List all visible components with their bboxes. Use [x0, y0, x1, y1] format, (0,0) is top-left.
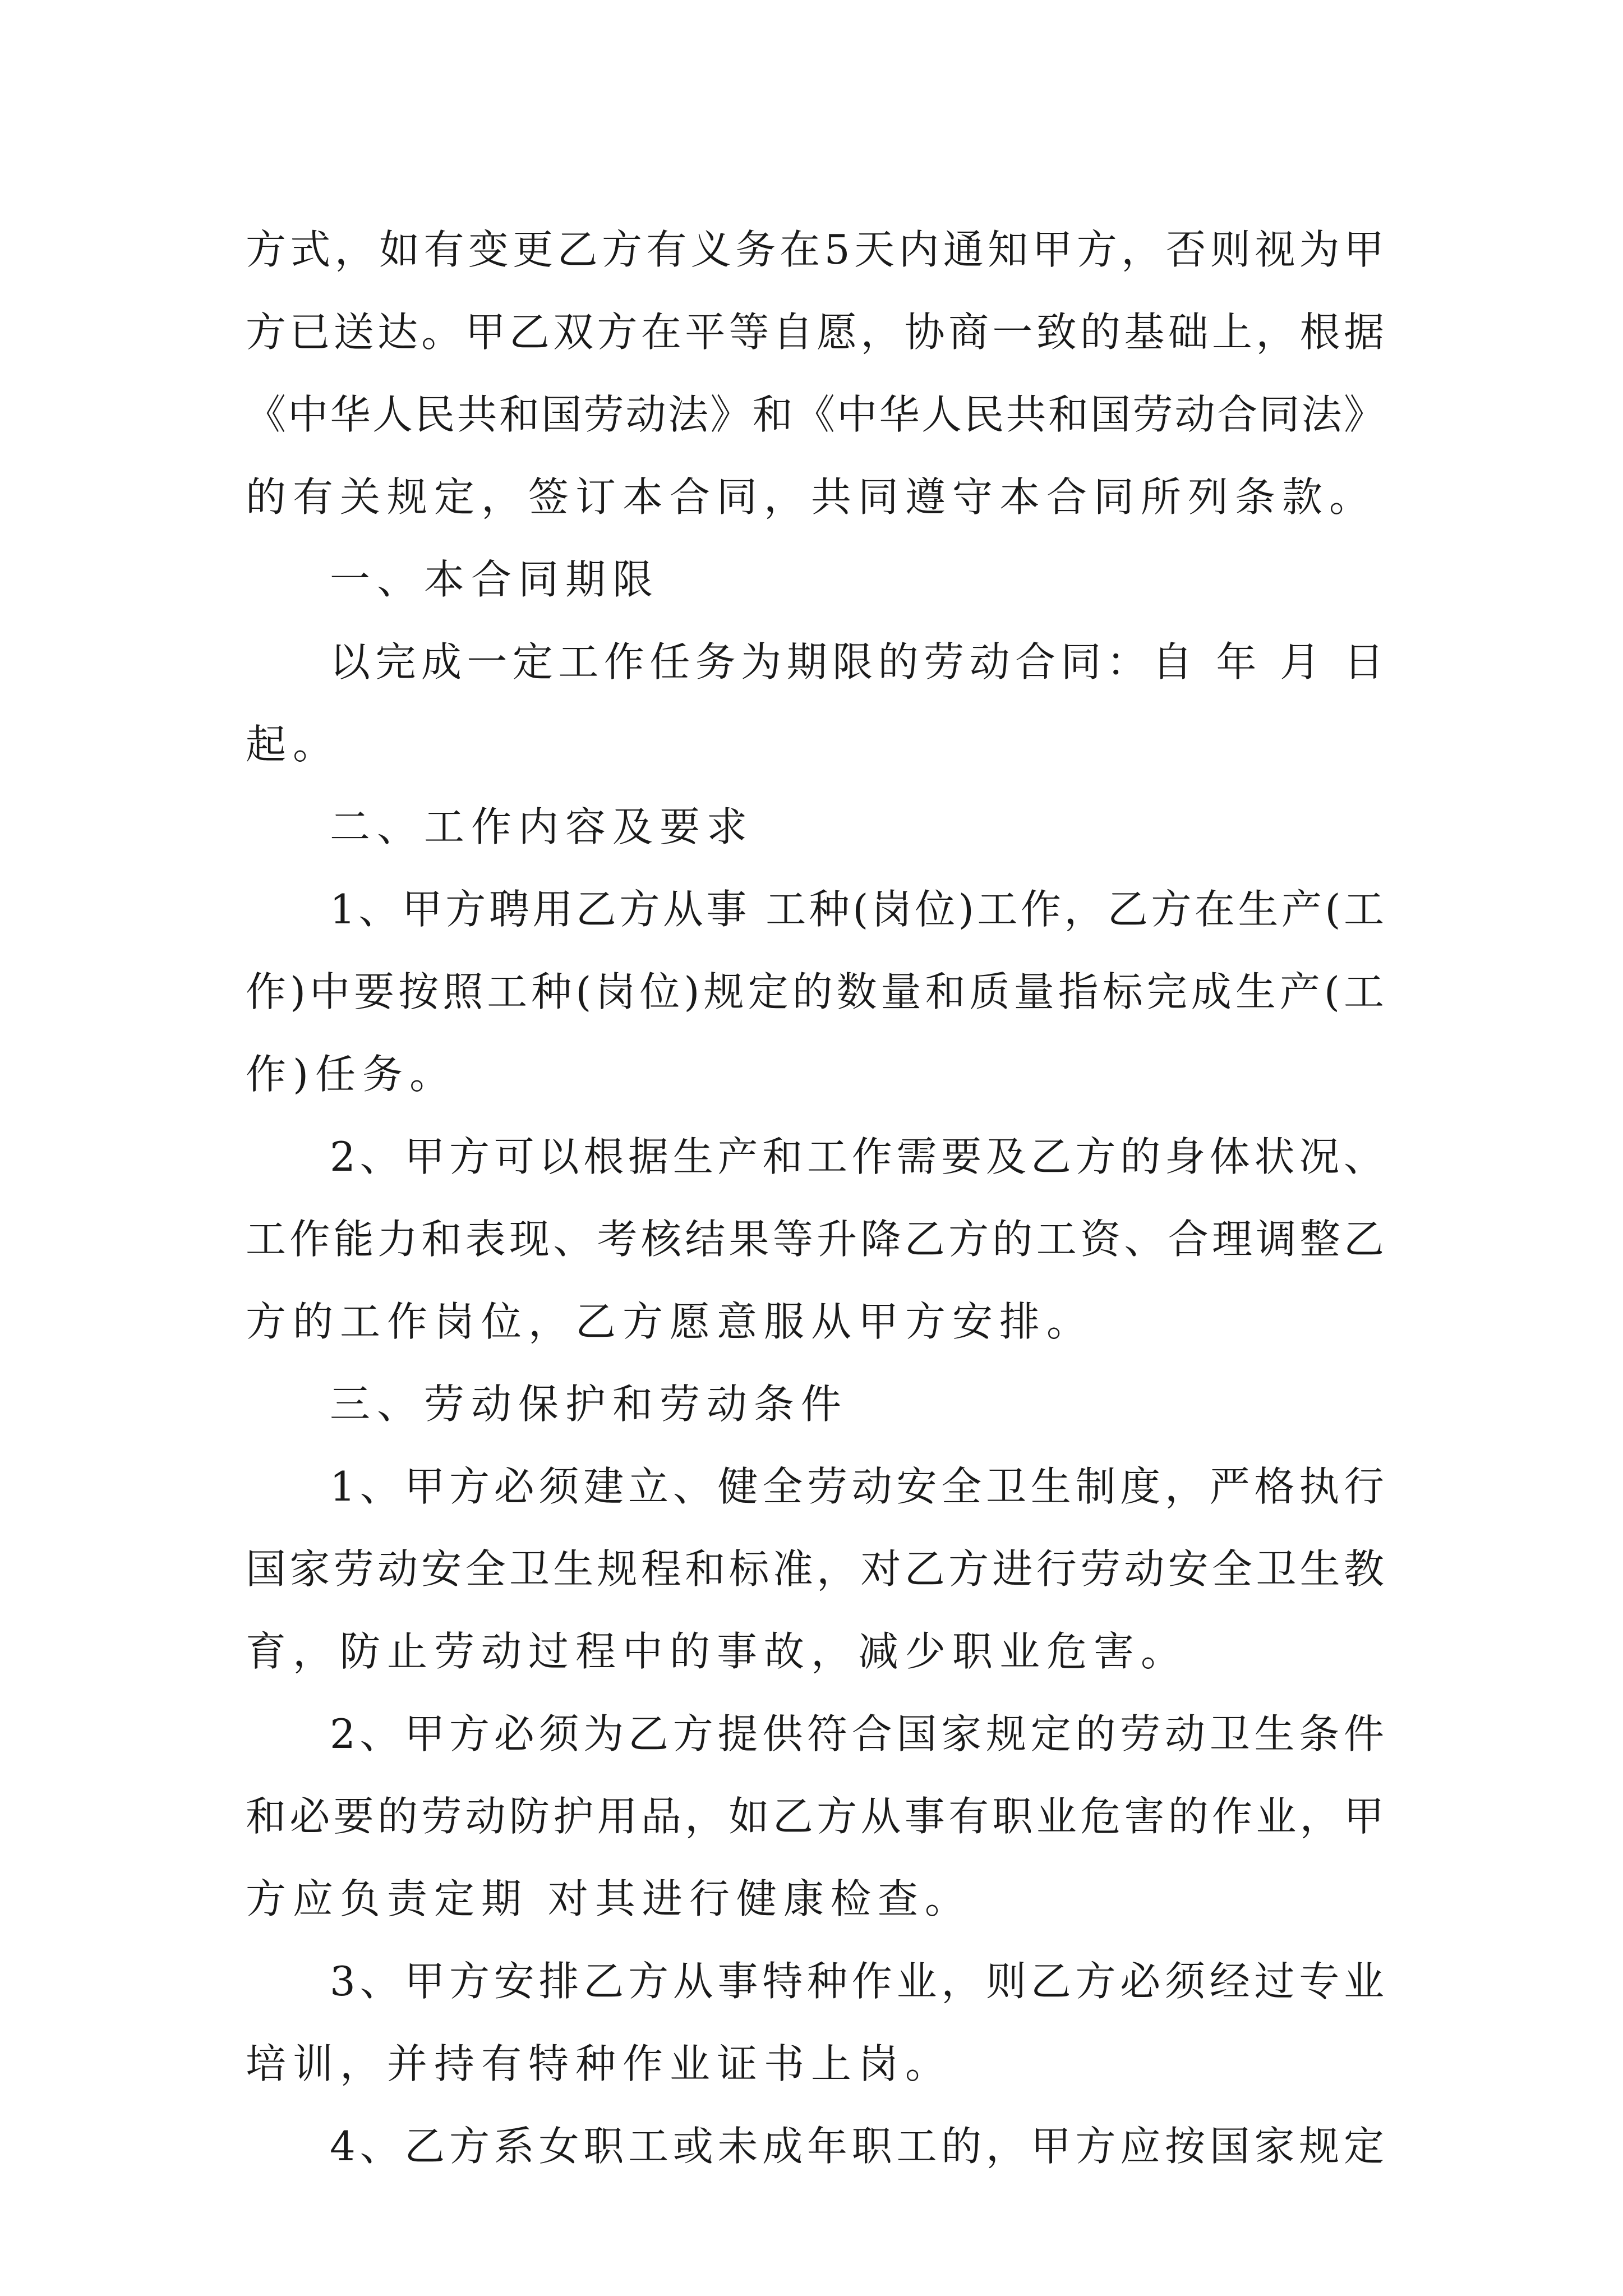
text-line: 1、甲方聘用乙方从事 工种(岗位)工作，乙方在生产(工 [330, 886, 1384, 933]
text-line: 工作能力和表现、考核结果等升降乙方的工资、合理调整乙 [246, 1216, 1384, 1263]
section-heading: 三、劳动保护和劳动条件 [330, 1381, 849, 1428]
text-line: 作)任务。 [246, 1051, 457, 1098]
text-line: 以完成一定工作任务为期限的劳动合同：自 年 月 日 [330, 638, 1384, 685]
text-line: 2、甲方必须为乙方提供符合国家规定的劳动卫生条件 [330, 1710, 1384, 1757]
text-line: 国家劳动安全卫生规程和标准，对乙方进行劳动安全卫生教 [246, 1545, 1384, 1593]
text-line: 方应负责定期 对其进行健康检查。 [246, 1875, 972, 1922]
text-line: 2、甲方可以根据生产和工作需要及乙方的身体状况、 [330, 1133, 1384, 1180]
document-body [246, 209, 1384, 2188]
text-line: 和必要的劳动防护用品，如乙方从事有职业危害的作业，甲 [246, 1793, 1384, 1840]
text-line: 方已送达。甲乙双方在平等自愿，协商一致的基础上，根据 [246, 309, 1384, 356]
text-line: 方的工作岗位，乙方愿意服从甲方安排。 [246, 1298, 1094, 1345]
text-line: 起。 [246, 721, 340, 768]
text-line: 《中华人民共和国劳动法》和《中华人民共和国劳动合同法》 [246, 391, 1384, 438]
text-line: 育，防止劳动过程中的事故，减少职业危害。 [246, 1628, 1188, 1675]
section-heading: 二、工作内容及要求 [330, 803, 754, 850]
text-line: 的有关规定，签订本合同，共同遵守本合同所列条款。 [246, 473, 1377, 521]
text-line: 作)中要按照工种(岗位)规定的数量和质量指标完成生产(工 [246, 968, 1384, 1015]
text-line: 3、甲方安排乙方从事特种作业，则乙方必须经过专业 [330, 1958, 1384, 2005]
section-heading: 一、本合同期限 [330, 556, 660, 603]
text-line: 方式，如有变更乙方有义务在5天内通知甲方，否则视为甲 [246, 226, 1384, 273]
text-line: 4、乙方系女职工或未成年职工的，甲方应按国家规定 [330, 2123, 1384, 2170]
text-line: 培训，并持有特种作业证书上岗。 [246, 2040, 953, 2087]
text-line: 1、甲方必须建立、健全劳动安全卫生制度，严格执行 [330, 1463, 1384, 1510]
